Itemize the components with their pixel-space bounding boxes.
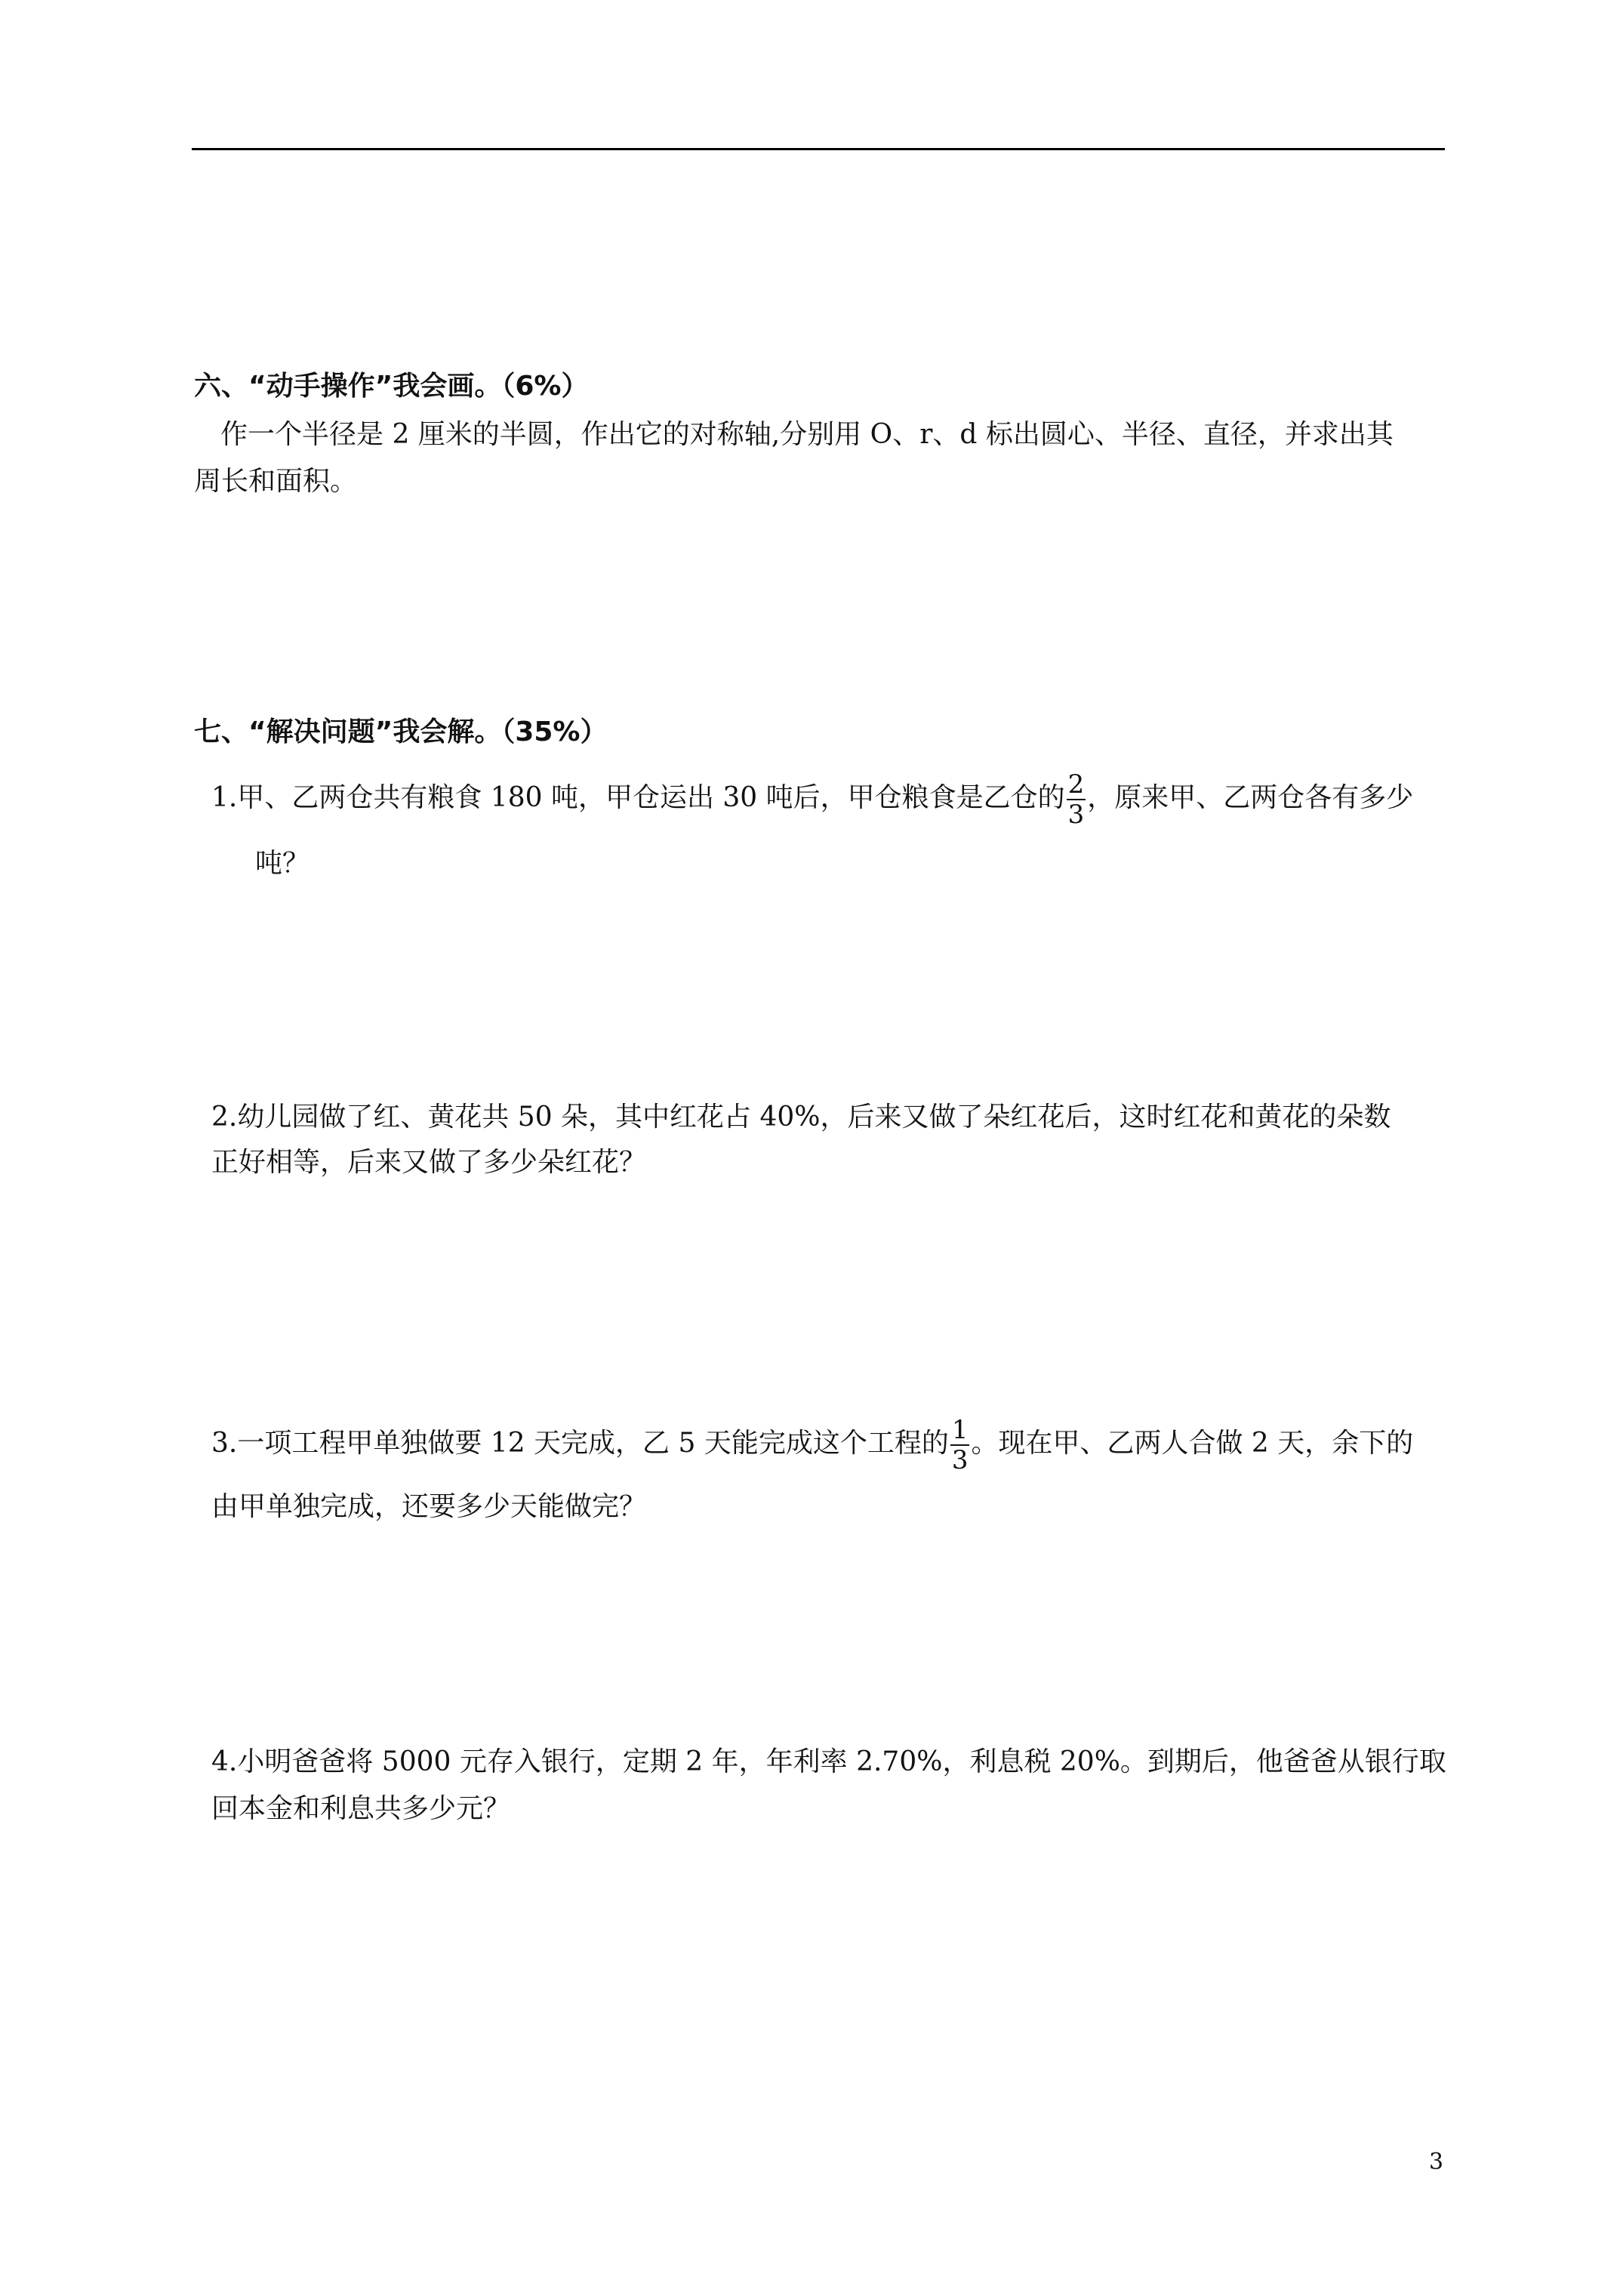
question-3-line1 bbox=[211, 1407, 1413, 1480]
fraction-one-third bbox=[950, 1416, 970, 1475]
section-6-title: 六、“动手操作”我会画。（6%） bbox=[194, 371, 589, 402]
fraction-two-thirds bbox=[1067, 770, 1086, 829]
section-7-title: 七、“解决问题”我会解。（35%） bbox=[194, 717, 608, 747]
question-3-text-after: 。现在甲、乙两人合做 2 天，余下的 bbox=[971, 1428, 1414, 1459]
question-4-line1: 4.小明爸爸将 5000 元存入银行，定期 2 年，年利率 2.70%，利息税 20%。到期后，他爸爸从银行取 bbox=[211, 1746, 1446, 1777]
header-rule bbox=[192, 148, 1445, 150]
question-2-line1: 2.幼儿园做了红、黄花共 50 朵，其中红花占 40%，后来又做了朵红花后，这时红花和黄花的朵数 bbox=[211, 1102, 1391, 1133]
question-2-line2: 正好相等，后来又做了多少朵红花？ bbox=[211, 1147, 647, 1178]
section-6-text-line1: 作一个半径是 2 厘米的半圆，作出它的对称轴,分别用 O、r、d 标出圆心、半径、直径，并求出其 bbox=[220, 419, 1394, 450]
question-3-line2: 由甲单独完成，还要多少天能做完？ bbox=[211, 1491, 647, 1522]
question-1-line1 bbox=[211, 762, 1413, 834]
fraction-denominator: 3 bbox=[951, 1445, 969, 1475]
fraction-denominator: 3 bbox=[1067, 800, 1085, 830]
section-6-text-line2: 周长和面积。 bbox=[194, 466, 358, 497]
question-1-line2: 吨？ bbox=[255, 848, 310, 879]
question-3-text-before: 3.一项工程甲单独做要 12 天完成，乙 5 天能完成这个工程的 bbox=[211, 1428, 949, 1459]
question-1-text-before: 1.甲、乙两仓共有粮食 180 吨，甲仓运出 30 吨后，甲仓粮食是乙仓的 bbox=[211, 782, 1065, 813]
page-number: 3 bbox=[1429, 2149, 1444, 2175]
fraction-numerator: 2 bbox=[1067, 769, 1085, 800]
fraction-numerator: 1 bbox=[951, 1415, 969, 1445]
question-1-text-after: ，原来甲、乙两仓各有多少 bbox=[1087, 782, 1414, 813]
question-4-line2: 回本金和利息共多少元？ bbox=[211, 1793, 511, 1824]
